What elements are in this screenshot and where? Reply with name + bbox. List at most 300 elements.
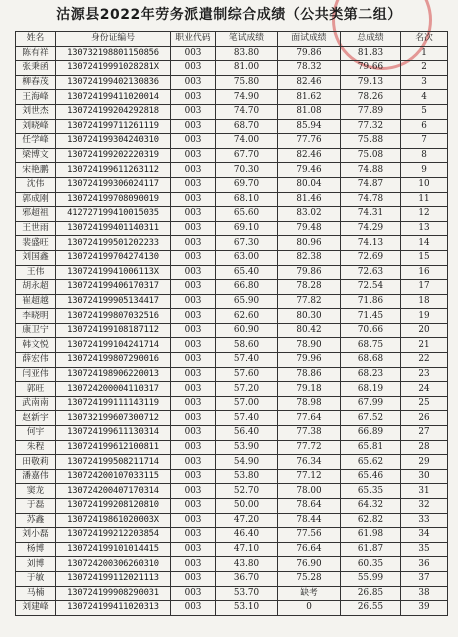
id-number-cell: 130724199306024117: [56, 177, 171, 192]
total-score-cell: 68.68: [341, 353, 401, 368]
name-cell: 郭旺: [16, 382, 56, 397]
table-row: [16, 236, 448, 251]
total-score-cell: 74.13: [341, 236, 401, 251]
job-code-cell: 003: [171, 513, 216, 528]
written-score-cell: 57.00: [216, 396, 278, 411]
rank-cell: 27: [401, 426, 448, 441]
interview-score-cell: 77.76: [278, 134, 341, 149]
table-row: [16, 75, 448, 90]
table-row: [16, 177, 448, 192]
table-header-row: [16, 32, 448, 47]
header-id-number: 身份证编号: [56, 32, 171, 47]
job-code-cell: 003: [171, 426, 216, 441]
rank-cell: 8: [401, 148, 448, 163]
id-number-cell: 130724199908290031: [56, 586, 171, 601]
total-score-cell: 68.23: [341, 367, 401, 382]
name-cell: 王伟: [16, 265, 56, 280]
id-number-cell: 13072419941006113X: [56, 265, 171, 280]
id-number-cell: 130724200407170314: [56, 484, 171, 499]
rank-cell: 10: [401, 177, 448, 192]
rank-cell: 15: [401, 250, 448, 265]
name-cell: 刘小磊: [16, 528, 56, 543]
rank-cell: 17: [401, 280, 448, 295]
total-score-cell: 60.35: [341, 557, 401, 572]
name-cell: 刘晓峰: [16, 119, 56, 134]
job-code-cell: 003: [171, 382, 216, 397]
total-score-cell: 77.89: [341, 104, 401, 119]
interview-score-cell: 78.64: [278, 499, 341, 514]
total-score-cell: 26.55: [341, 601, 401, 616]
name-cell: 于敏: [16, 571, 56, 586]
name-cell: 刘国鑫: [16, 250, 56, 265]
job-code-cell: 003: [171, 46, 216, 61]
job-code-cell: 003: [171, 528, 216, 543]
written-score-cell: 43.80: [216, 557, 278, 572]
interview-score-cell: 80.30: [278, 309, 341, 324]
interview-score-cell: 82.38: [278, 250, 341, 265]
job-code-cell: 003: [171, 148, 216, 163]
total-score-cell: 62.82: [341, 513, 401, 528]
name-cell: 田敬莉: [16, 455, 56, 470]
table-row: [16, 46, 448, 61]
written-score-cell: 67.30: [216, 236, 278, 251]
table-row: [16, 455, 448, 470]
interview-score-cell: 79.48: [278, 221, 341, 236]
interview-score-cell: 77.64: [278, 411, 341, 426]
total-score-cell: 72.63: [341, 265, 401, 280]
total-score-cell: 65.62: [341, 455, 401, 470]
table-row: [16, 440, 448, 455]
id-number-cell: 130724199208120810: [56, 499, 171, 514]
interview-score-cell: 77.38: [278, 426, 341, 441]
job-code-cell: 003: [171, 207, 216, 222]
interview-score-cell: 85.94: [278, 119, 341, 134]
written-score-cell: 57.40: [216, 353, 278, 368]
id-number-cell: 130724200107033115: [56, 469, 171, 484]
written-score-cell: 65.90: [216, 294, 278, 309]
name-cell: 沈伟: [16, 177, 56, 192]
table-row: [16, 207, 448, 222]
total-score-cell: 79.13: [341, 75, 401, 90]
interview-score-cell: 79.86: [278, 265, 341, 280]
rank-cell: 33: [401, 513, 448, 528]
rank-cell: 24: [401, 382, 448, 397]
id-number-cell: 130724199612100811: [56, 440, 171, 455]
name-cell: 梁博文: [16, 148, 56, 163]
job-code-cell: 003: [171, 338, 216, 353]
interview-score-cell: 78.28: [278, 280, 341, 295]
table-row: [16, 469, 448, 484]
interview-score-cell: 78.98: [278, 396, 341, 411]
table-row: [16, 90, 448, 105]
name-cell: 宋艳鹏: [16, 163, 56, 178]
header-job-code: 职业代码: [171, 32, 216, 47]
name-cell: 王海峰: [16, 90, 56, 105]
total-score-cell: 67.99: [341, 396, 401, 411]
table-row: [16, 250, 448, 265]
job-code-cell: 003: [171, 586, 216, 601]
rank-cell: 1: [401, 46, 448, 61]
rank-cell: 36: [401, 557, 448, 572]
id-number-cell: 13072419861020003X: [56, 513, 171, 528]
interview-score-cell: 78.44: [278, 513, 341, 528]
rank-cell: 7: [401, 134, 448, 149]
written-score-cell: 58.60: [216, 338, 278, 353]
name-cell: 张秉函: [16, 61, 56, 76]
page-title: 沽源县2022年劳务派遣制综合成绩（公共类第二组）: [56, 7, 402, 23]
name-cell: 崔超越: [16, 294, 56, 309]
rank-cell: 35: [401, 542, 448, 557]
interview-score-cell: 78.90: [278, 338, 341, 353]
rank-cell: 3: [401, 75, 448, 90]
name-cell: 康卫宁: [16, 323, 56, 338]
job-code-cell: 003: [171, 455, 216, 470]
id-number-cell: 130724200004110317: [56, 382, 171, 397]
written-score-cell: 47.20: [216, 513, 278, 528]
written-score-cell: 57.40: [216, 411, 278, 426]
id-number-cell: 130724200306260310: [56, 557, 171, 572]
name-cell: 闫亚伟: [16, 367, 56, 382]
name-cell: 任学峰: [16, 134, 56, 149]
rank-cell: 12: [401, 207, 448, 222]
written-score-cell: 62.60: [216, 309, 278, 324]
rank-cell: 6: [401, 119, 448, 134]
interview-score-cell: 77.56: [278, 528, 341, 543]
total-score-cell: 70.66: [341, 323, 401, 338]
table-row: [16, 280, 448, 295]
interview-score-cell: 81.46: [278, 192, 341, 207]
job-code-cell: 003: [171, 411, 216, 426]
interview-score-cell: 77.72: [278, 440, 341, 455]
interview-score-cell: 77.82: [278, 294, 341, 309]
written-score-cell: 75.80: [216, 75, 278, 90]
table-row: [16, 586, 448, 601]
table-row: [16, 134, 448, 149]
results-table: [15, 31, 448, 616]
id-number-cell: 130724199401140311: [56, 221, 171, 236]
total-score-cell: 71.86: [341, 294, 401, 309]
interview-score-cell: 78.32: [278, 61, 341, 76]
name-cell: 刘世杰: [16, 104, 56, 119]
interview-score-cell: 81.62: [278, 90, 341, 105]
header-total-score: 总成绩: [341, 32, 401, 47]
name-cell: 邪超祖: [16, 207, 56, 222]
written-score-cell: 47.10: [216, 542, 278, 557]
id-number-cell: 130724199611130314: [56, 426, 171, 441]
id-number-cell: 130724199508211714: [56, 455, 171, 470]
rank-cell: 23: [401, 367, 448, 382]
written-score-cell: 74.90: [216, 90, 278, 105]
total-score-cell: 65.81: [341, 440, 401, 455]
job-code-cell: 003: [171, 353, 216, 368]
interview-score-cell: 76.34: [278, 455, 341, 470]
id-number-cell: 130724199202220319: [56, 148, 171, 163]
id-number-cell: 130724199711261119: [56, 119, 171, 134]
table-row: [16, 367, 448, 382]
interview-score-cell: 81.08: [278, 104, 341, 119]
job-code-cell: 003: [171, 221, 216, 236]
id-number-cell: 130724198906220013: [56, 367, 171, 382]
rank-cell: 4: [401, 90, 448, 105]
table-row: [16, 557, 448, 572]
name-cell: 李晓明: [16, 309, 56, 324]
id-number-cell: 130724199104241714: [56, 338, 171, 353]
id-number-cell: 130724199406170317: [56, 280, 171, 295]
written-score-cell: 46.40: [216, 528, 278, 543]
total-score-cell: 65.35: [341, 484, 401, 499]
rank-cell: 18: [401, 294, 448, 309]
id-number-cell: 412727199410015035: [56, 207, 171, 222]
interview-score-cell: 80.42: [278, 323, 341, 338]
rank-cell: 14: [401, 236, 448, 251]
rank-cell: 26: [401, 411, 448, 426]
job-code-cell: 003: [171, 499, 216, 514]
table-row: [16, 353, 448, 368]
total-score-cell: 74.78: [341, 192, 401, 207]
written-score-cell: 36.70: [216, 571, 278, 586]
interview-score-cell: 83.02: [278, 207, 341, 222]
id-number-cell: 130724199108187112: [56, 323, 171, 338]
job-code-cell: 003: [171, 309, 216, 324]
written-score-cell: 52.70: [216, 484, 278, 499]
job-code-cell: 003: [171, 61, 216, 76]
job-code-cell: 003: [171, 163, 216, 178]
interview-score-cell: 80.96: [278, 236, 341, 251]
interview-score-cell: 0: [278, 601, 341, 616]
id-number-cell: 130724199411020014: [56, 90, 171, 105]
interview-score-cell: 76.90: [278, 557, 341, 572]
written-score-cell: 56.40: [216, 426, 278, 441]
total-score-cell: 71.45: [341, 309, 401, 324]
interview-score-cell: 82.46: [278, 75, 341, 90]
job-code-cell: 003: [171, 542, 216, 557]
total-score-cell: 74.31: [341, 207, 401, 222]
rank-cell: 19: [401, 309, 448, 324]
job-code-cell: 003: [171, 236, 216, 251]
rank-cell: 30: [401, 469, 448, 484]
table-row: [16, 601, 448, 616]
name-cell: 韩文悦: [16, 338, 56, 353]
header-rank: 名次: [401, 32, 448, 47]
interview-score-cell: 79.46: [278, 163, 341, 178]
table-row: [16, 499, 448, 514]
total-score-cell: 79.66: [341, 61, 401, 76]
id-number-cell: 130724199101014415: [56, 542, 171, 557]
total-score-cell: 72.69: [341, 250, 401, 265]
total-score-cell: 68.19: [341, 382, 401, 397]
job-code-cell: 003: [171, 134, 216, 149]
table-row: [16, 119, 448, 134]
name-cell: 赵新宇: [16, 411, 56, 426]
id-number-cell: 130724199411020313: [56, 601, 171, 616]
id-number-cell: 130724199807032516: [56, 309, 171, 324]
table-row: [16, 396, 448, 411]
job-code-cell: 003: [171, 323, 216, 338]
total-score-cell: 65.46: [341, 469, 401, 484]
name-cell: 何宇: [16, 426, 56, 441]
name-cell: 郭成刚: [16, 192, 56, 207]
table-row: [16, 571, 448, 586]
interview-score-cell: 76.64: [278, 542, 341, 557]
name-cell: 马楠: [16, 586, 56, 601]
id-number-cell: 130724199501202233: [56, 236, 171, 251]
job-code-cell: 003: [171, 601, 216, 616]
table-row: [16, 426, 448, 441]
written-score-cell: 60.90: [216, 323, 278, 338]
total-score-cell: 26.85: [341, 586, 401, 601]
written-score-cell: 50.00: [216, 499, 278, 514]
name-cell: 朱程: [16, 440, 56, 455]
job-code-cell: 003: [171, 75, 216, 90]
job-code-cell: 003: [171, 484, 216, 499]
written-score-cell: 81.00: [216, 61, 278, 76]
written-score-cell: 68.10: [216, 192, 278, 207]
table-row: [16, 221, 448, 236]
table-row: [16, 61, 448, 76]
id-number-cell: 130732199607300712: [56, 411, 171, 426]
name-cell: 潘嘉伟: [16, 469, 56, 484]
table-row: [16, 309, 448, 324]
job-code-cell: 003: [171, 294, 216, 309]
id-number-cell: 130724199704274130: [56, 250, 171, 265]
job-code-cell: 003: [171, 367, 216, 382]
table-row: [16, 411, 448, 426]
rank-cell: 22: [401, 353, 448, 368]
interview-score-cell: 79.96: [278, 353, 341, 368]
written-score-cell: 54.90: [216, 455, 278, 470]
rank-cell: 32: [401, 499, 448, 514]
name-cell: 武南南: [16, 396, 56, 411]
written-score-cell: 74.70: [216, 104, 278, 119]
total-score-cell: 81.83: [341, 46, 401, 61]
table-row: [16, 382, 448, 397]
total-score-cell: 61.87: [341, 542, 401, 557]
total-score-cell: 68.75: [341, 338, 401, 353]
written-score-cell: 69.10: [216, 221, 278, 236]
job-code-cell: 003: [171, 265, 216, 280]
name-cell: 陈有祥: [16, 46, 56, 61]
rank-cell: 5: [401, 104, 448, 119]
rank-cell: 37: [401, 571, 448, 586]
total-score-cell: 75.88: [341, 134, 401, 149]
rank-cell: 28: [401, 440, 448, 455]
id-number-cell: 130724199212203854: [56, 528, 171, 543]
rank-cell: 13: [401, 221, 448, 236]
total-score-cell: 55.99: [341, 571, 401, 586]
header-written-score: 笔试成绩: [216, 32, 278, 47]
name-cell: 胡永超: [16, 280, 56, 295]
total-score-cell: 74.87: [341, 177, 401, 192]
rank-cell: 25: [401, 396, 448, 411]
name-cell: 裴盛旺: [16, 236, 56, 251]
table-row: [16, 338, 448, 353]
interview-score-cell: 79.18: [278, 382, 341, 397]
total-score-cell: 72.54: [341, 280, 401, 295]
written-score-cell: 74.00: [216, 134, 278, 149]
id-number-cell: 130724199112021113: [56, 571, 171, 586]
job-code-cell: 003: [171, 469, 216, 484]
written-score-cell: 53.10: [216, 601, 278, 616]
job-code-cell: 003: [171, 177, 216, 192]
rank-cell: 20: [401, 323, 448, 338]
rank-cell: 21: [401, 338, 448, 353]
name-cell: 刘博: [16, 557, 56, 572]
table-row: [16, 528, 448, 543]
job-code-cell: 003: [171, 90, 216, 105]
name-cell: 窦龙: [16, 484, 56, 499]
job-code-cell: 003: [171, 557, 216, 572]
rank-cell: 39: [401, 601, 448, 616]
rank-cell: 16: [401, 265, 448, 280]
total-score-cell: 67.52: [341, 411, 401, 426]
total-score-cell: 64.32: [341, 499, 401, 514]
id-number-cell: 130724199807290016: [56, 353, 171, 368]
written-score-cell: 69.70: [216, 177, 278, 192]
id-number-cell: 13072419991028281X: [56, 61, 171, 76]
job-code-cell: 003: [171, 119, 216, 134]
written-score-cell: 53.70: [216, 586, 278, 601]
rank-cell: 38: [401, 586, 448, 601]
name-cell: 于磊: [16, 499, 56, 514]
job-code-cell: 003: [171, 396, 216, 411]
table-row: [16, 323, 448, 338]
written-score-cell: 57.20: [216, 382, 278, 397]
header-interview-score: 面试成绩: [278, 32, 341, 47]
total-score-cell: 74.29: [341, 221, 401, 236]
rank-cell: 31: [401, 484, 448, 499]
written-score-cell: 67.70: [216, 148, 278, 163]
written-score-cell: 83.80: [216, 46, 278, 61]
rank-cell: 2: [401, 61, 448, 76]
interview-score-cell: 78.86: [278, 367, 341, 382]
table-row: [16, 294, 448, 309]
interview-score-cell: 77.12: [278, 469, 341, 484]
id-number-cell: 130724199611263112: [56, 163, 171, 178]
name-cell: 柳春茂: [16, 75, 56, 90]
name-cell: 薛宏伟: [16, 353, 56, 368]
total-score-cell: 75.08: [341, 148, 401, 163]
id-number-cell: 130724199304240310: [56, 134, 171, 149]
id-number-cell: 130724199402130836: [56, 75, 171, 90]
total-score-cell: 77.32: [341, 119, 401, 134]
interview-score-cell: 82.46: [278, 148, 341, 163]
interview-score-cell: 75.28: [278, 571, 341, 586]
job-code-cell: 003: [171, 571, 216, 586]
total-score-cell: 61.98: [341, 528, 401, 543]
written-score-cell: 70.30: [216, 163, 278, 178]
job-code-cell: 003: [171, 192, 216, 207]
interview-score-cell: 80.04: [278, 177, 341, 192]
id-number-cell: 130724199204292818: [56, 104, 171, 119]
name-cell: 王世雨: [16, 221, 56, 236]
written-score-cell: 68.70: [216, 119, 278, 134]
total-score-cell: 78.26: [341, 90, 401, 105]
written-score-cell: 65.60: [216, 207, 278, 222]
id-number-cell: 130724199708090019: [56, 192, 171, 207]
rank-cell: 11: [401, 192, 448, 207]
rank-cell: 29: [401, 455, 448, 470]
table-row: [16, 484, 448, 499]
total-score-cell: 66.89: [341, 426, 401, 441]
table-row: [16, 148, 448, 163]
job-code-cell: 003: [171, 440, 216, 455]
interview-score-cell: 78.00: [278, 484, 341, 499]
rank-cell: 34: [401, 528, 448, 543]
interview-score-cell: 缺考: [278, 586, 341, 601]
table-row: [16, 104, 448, 119]
header-name: 姓名: [16, 32, 56, 47]
name-cell: 杨博: [16, 542, 56, 557]
